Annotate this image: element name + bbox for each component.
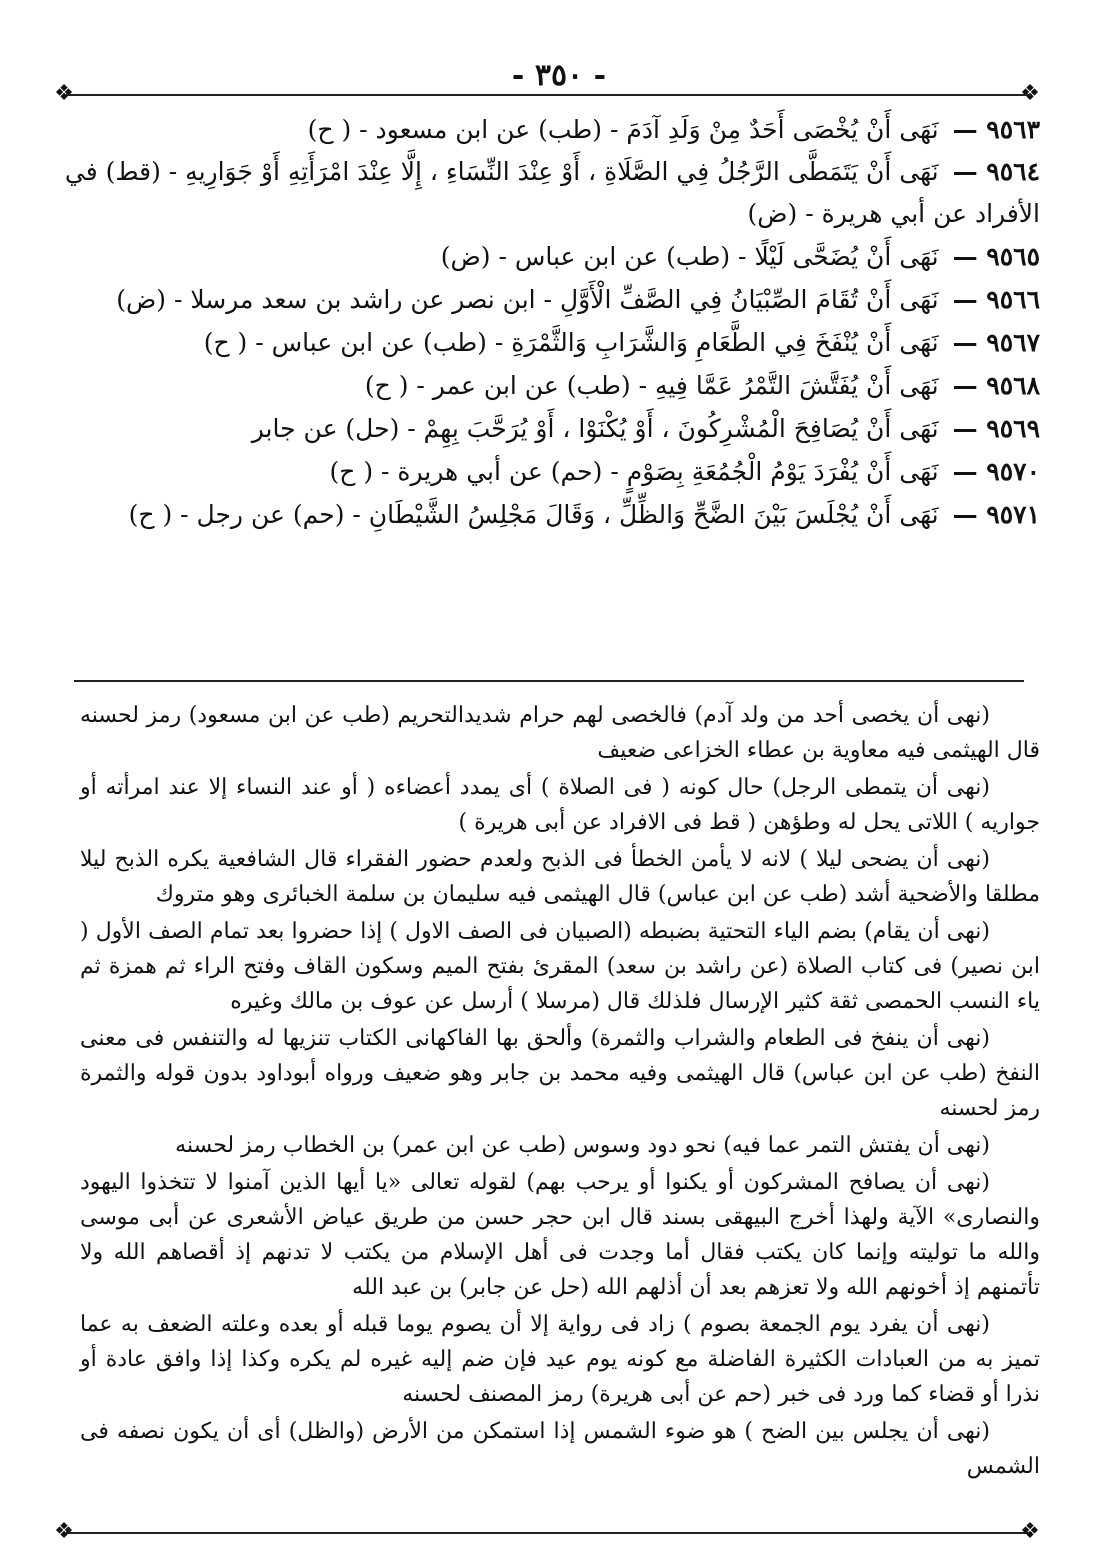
hadith-9569 — [60, 407, 1040, 450]
hadith-9568 — [60, 364, 1040, 407]
corner-ornament-bottom-left-icon: ❖ — [54, 1519, 74, 1544]
hadith-text: نَهَى أَنْ يُنْفَخَ فِي الطَّعَامِ وَالشَّرَابِ وَالثَّمْرَةِ - (طب) عن ابن عباس - ( ح) — [203, 328, 939, 357]
commentary-paragraph: (نهى أن يجلس بين الضح ) هو ضوء الشمس إذا استمكن من الأرض (والظل) أى أن يكون نصفه فى الشمس — [80, 1419, 1040, 1479]
hadith-number: ٩٥٦٧ — — [952, 328, 1040, 357]
hadith-number: ٩٥٦٦ — — [952, 285, 1040, 314]
hadith-text: نَهَى أَنْ يُفْرَدَ يَوْمُ الْجُمُعَةِ بِصَوْمٍ - (حم) عن أبي هريرة - ( ح) — [329, 457, 939, 486]
commentary-paragraph: (نهى أن يفرد يوم الجمعة بصوم ) زاد فى رواية إلا أن يصوم يوما قبله أو بعده وعلته الضعف به عما تميز به من العبادات الكثيرة الفاضلة مع كونه يوم عيد فإن ضم إليه غيره لم يكره وكذا إذا وافق عادة أو نذرا أو قضاء كما ورد فى خبر (حم عن أبى هريرة) رمز المصنف لحسنه — [80, 1312, 1040, 1407]
commentary-section — [80, 698, 1040, 1484]
hadith-number: ٩٥٦٤ — — [952, 157, 1040, 186]
hadith-text: نَهَى أَنْ تُقَامَ الصِّبْيَانُ فِي الصَّفِّ الْأَوَّلِ - ابن نصر عن راشد بن سعد مرسلا - (ض) — [116, 285, 939, 314]
commentary-paragraph: (نهى أن يخصى أحد من ولد آدم) فالخصى لهم حرام شديدالتحريم (طب عن ابن مسعود) رمز لحسنه قال الهيثمى فيه معاوية بن عطاء الخزاعى ضعيف — [80, 703, 1040, 763]
hadith-number: ٩٥٦٨ — — [952, 371, 1040, 400]
hadith-9571 — [60, 493, 1040, 536]
hadith-number: ٩٥٧٠ — — [952, 457, 1040, 486]
commentary-paragraph: (نهى أن يضحى ليلا ) لانه لا يأمن الخطأ فى الذبح ولعدم حضور الفقراء قال الشافعية يكره الذبح ليلا مطلقا والأضحية أشد (طب عن ابن عباس) قال الهيثمى فيه سليمان بن سلمة الخبائرى وهو متروك — [80, 847, 1040, 907]
hadith-number: ٩٥٦٥ — — [952, 242, 1040, 271]
bottom-rule — [66, 1532, 1032, 1534]
hadith-number: ٩٥٧١ — — [952, 500, 1040, 529]
top-rule — [66, 94, 1032, 96]
commentary-paragraph: (نهى أن يصافح المشركون أو يكنوا أو يرحب بهم) لقوله تعالى «يا أيها الذين آمنوا لا تتخذوا اليهود والنصارى» الآية ولهذا أخرج البيهقى بسند قال ابن حجر حسن من طريق عياض الأشعرى عن أبى موسى والله ما توليته وإنما كان يكتب فقال أما وجدت فى أهل الإسلام من يكتب لا تدنهم إذ أقصاهم الله ولا تأتمنهم إذ أخونهم الله ولا تعزهم بعد أن أذلهم الله (حل عن جابر) بن عبد الله — [80, 1170, 1040, 1300]
hadith-9566 — [60, 278, 1040, 321]
commentary-paragraph: (نهى أن يقام) بضم الياء التحتية بضبطه (الصبيان فى الصف الاول ) إذا حضروا بعد تمام الصف الأول ( ابن نصير) فى كتاب الصلاة (عن راشد بن سعد) المقرئ بفتح الميم وسكون القاف وفتح الراء ثم همزة ثم ياء النسب الحمصى ثقة كثير الإرسال فلذلك قال (مرسلا ) أرسل عن عوف بن مالك وغيره — [80, 919, 1040, 1014]
corner-ornament-bottom-right-icon: ❖ — [1020, 1519, 1040, 1544]
commentary-paragraph: (نهى أن يفتش التمر عما فيه) نحو دود وسوس (طب عن ابن عمر) بن الخطاب رمز لحسنه — [175, 1133, 990, 1158]
commentary-paragraph: (نهى أن يتمطى الرجل) حال كونه ( فى الصلاة ) أى يمدد أعضاءه ( أو عند النساء إلا عند امرأته أو جواريه ) اللاتى يحل له وطؤهن ( قط فى الافراد عن أبى هريرة ) — [80, 775, 1040, 835]
hadith-9567 — [60, 321, 1040, 364]
hadith-9565 — [60, 235, 1040, 278]
commentary-paragraph: (نهى أن ينفخ فى الطعام والشراب والثمرة) وألحق بها الفاكهانى الكتاب تنزيها له والتنفس فى معنى النفخ (طب عن ابن عباس) قال الهيثمى وفيه محمد بن جابر وهو ضعيف ورواه أبوداود بدون قوله والثمرة رمز لحسنه — [80, 1026, 1040, 1121]
hadith-text: نَهَى أَنْ يُصَافِحَ الْمُشْرِكُونَ ، أَوْ يُكْنَوْا ، أَوْ يُرَحَّبَ بِهِمْ - (حل) عن جابر — [251, 414, 939, 443]
hadith-text: نَهَى أَنْ يُجْلَسَ بَيْنَ الضَّحِّ وَالظِّلِّ ، وَقَالَ مَجْلِسُ الشَّيْطَانِ - (حم) عن رجل - ( ح) — [128, 500, 939, 529]
commentary-divider — [74, 680, 1024, 682]
hadith-9570 — [60, 450, 1040, 493]
hadith-9564 — [60, 151, 1040, 235]
hadith-9563 — [60, 108, 1040, 151]
corner-ornament-top-right-icon: ❖ — [1020, 81, 1040, 106]
corner-ornament-top-left-icon: ❖ — [54, 81, 74, 106]
hadith-number: ٩٥٦٣ — — [952, 115, 1040, 144]
hadith-number: ٩٥٦٩ — — [952, 414, 1040, 443]
hadith-list — [60, 108, 1040, 536]
page-number: - ٣٥٠ - — [511, 58, 607, 93]
hadith-text: نَهَى أَنْ يُفَتَّشَ التَّمْرُ عَمَّا فِيهِ - (طب) عن ابن عمر - ( ح) — [364, 371, 939, 400]
hadith-text: نَهَى أَنْ يَتَمَطَّى الرَّجُلُ فِي الصَّلَاةِ ، أَوْ عِنْدَ النِّسَاءِ ، إِلَّا عِنْدَ امْرَأَتِهِ أَوْ جَوَارِيهِ - (قط) في الأفراد عن أبي هريرة - (ض) — [64, 157, 1040, 228]
hadith-text: نَهَى أَنْ يُضَحَّى لَيْلًا - (طب) عن ابن عباس - (ض) — [440, 242, 939, 271]
hadith-text: نَهَى أَنْ يُخْصَى أَحَدٌ مِنْ وَلَدِ آدَمَ - (طب) عن ابن مسعود - ( ح) — [307, 115, 939, 144]
